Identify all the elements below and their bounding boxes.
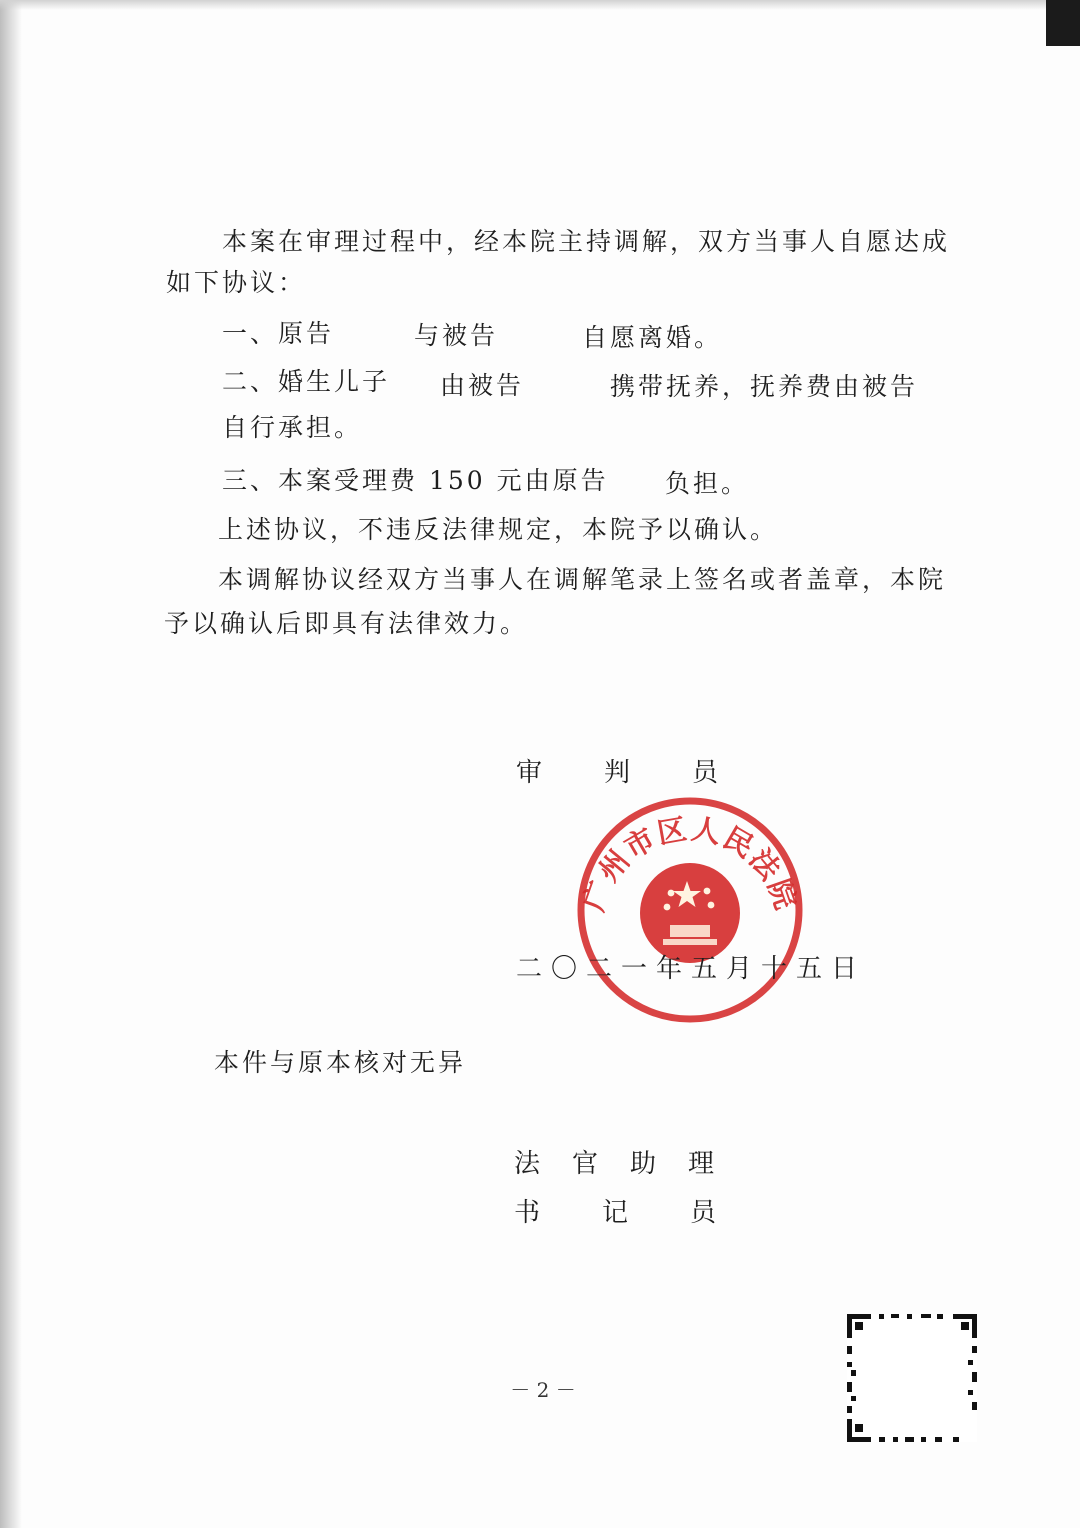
qr-code-icon — [843, 1310, 981, 1446]
scan-corner-mark — [1046, 0, 1080, 46]
intro-line-2: 如下协议： — [166, 268, 307, 297]
effect-line-2: 予以确认后即具有法律效力。 — [164, 609, 529, 638]
judgment-date: 二〇二一年五月十五日 — [516, 954, 867, 984]
item1-prefix: 一、原告 — [222, 319, 335, 348]
item3-prefix: 三、本案受理费 150 元由原告 — [222, 466, 609, 495]
effect-line-1: 本调解协议经双方当事人在调解笔录上签名或者盖章，本院 — [218, 565, 947, 594]
verify-note: 本件与原本核对无异 — [214, 1048, 467, 1077]
item1-suffix: 自愿离婚。 — [582, 323, 723, 352]
item2-line-2: 自行承担。 — [222, 413, 363, 442]
item2-middle: 由被告 — [440, 371, 525, 400]
court-seal — [575, 795, 805, 1025]
scan-shadow-left — [0, 0, 22, 1528]
confirm-line: 上述协议，不违反法律规定，本院予以确认。 — [218, 515, 779, 544]
item2-suffix: 携带抚养，抚养费由被告 — [610, 372, 919, 401]
item1-middle: 与被告 — [414, 321, 499, 350]
scan-shadow-top — [0, 0, 1080, 10]
intro-line-1: 本案在审理过程中，经本院主持调解，双方当事人自愿达成 — [222, 227, 951, 256]
item2-prefix: 二、婚生儿子 — [222, 367, 391, 396]
seal-text: 广州市区人民法院 — [576, 811, 804, 916]
item3-suffix: 负担。 — [665, 469, 750, 498]
page-number: － 2 － — [510, 1378, 576, 1402]
assistant-label: 法官助理 — [514, 1149, 747, 1179]
judge-label: 审判员 — [516, 758, 781, 788]
clerk-label: 书记员 — [514, 1198, 779, 1228]
